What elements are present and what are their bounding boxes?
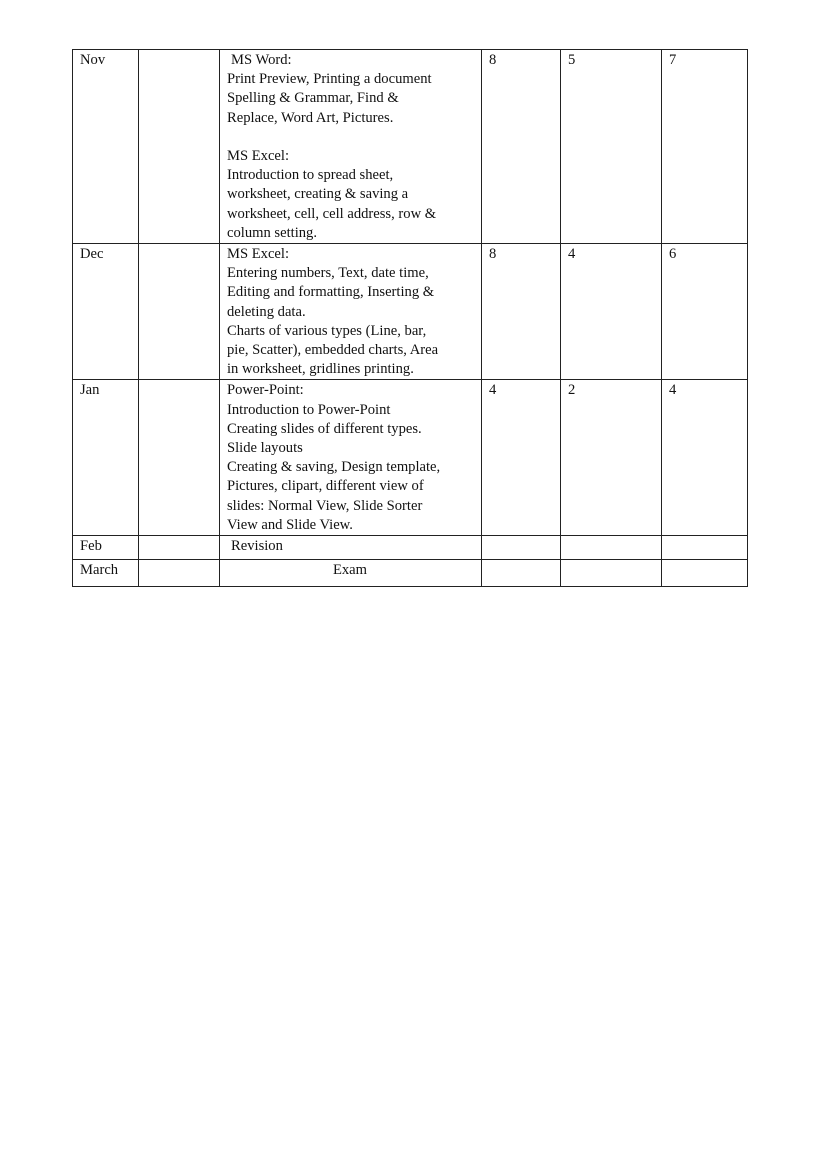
blank-cell (139, 536, 220, 560)
blank-cell (139, 50, 220, 244)
topic-cell (220, 380, 482, 536)
topic-cell (220, 560, 482, 587)
section-heading: MS Excel: (227, 246, 290, 263)
topic-line: Editing and formatting, Inserting & (227, 284, 435, 301)
syllabus-table (72, 49, 748, 587)
month-cell: March (73, 560, 139, 587)
value-cell-1 (482, 536, 561, 560)
topic-line: pie, Scatter), embedded charts, Area (227, 342, 439, 359)
value-cell-1: 8 (482, 50, 561, 244)
topic-line: Charts of various types (Line, bar, (227, 322, 427, 339)
section-heading: MS Excel: (227, 148, 290, 164)
value-cell-3: 6 (662, 244, 748, 380)
value-cell-3: 4 (662, 380, 748, 536)
topic-line: Introduction to spread sheet, (227, 167, 394, 184)
value-cell-1 (482, 560, 561, 587)
value-cell-1: 4 (482, 380, 561, 536)
month-cell: Jan (73, 380, 139, 536)
table-row-dec (73, 244, 748, 380)
value-cell-1: 8 (482, 244, 561, 380)
value-cell-2: 5 (561, 50, 662, 244)
value-cell-3 (662, 560, 748, 587)
month-cell: Dec (73, 244, 139, 380)
value-cell-2: 4 (561, 244, 662, 380)
topic-cell (220, 244, 482, 380)
topic-cell (220, 50, 482, 244)
topic-line: Print Preview, Printing a document (227, 71, 432, 88)
topic-line: View and Slide View. (227, 516, 353, 533)
value-cell-2 (561, 536, 662, 560)
section-heading: MS Word: (231, 52, 292, 68)
blank-cell (139, 244, 220, 380)
topic-line: Spelling & Grammar, Find & (227, 90, 399, 107)
value-cell-3: 7 (662, 50, 748, 244)
topic-line: Replace, Word Art, Pictures. (227, 109, 394, 126)
section-heading: Power-Point: (227, 382, 304, 399)
blank-cell (139, 380, 220, 536)
topic-line: worksheet, cell, cell address, row & (227, 205, 437, 222)
topic-line: Revision (231, 538, 283, 555)
table-row-march (73, 560, 748, 587)
topic-line: column setting. (227, 224, 317, 241)
topic-line: Creating slides of different types. (227, 420, 422, 437)
spacer (227, 128, 475, 147)
topic-line: Pictures, clipart, different view of (227, 478, 424, 495)
topic-line: in worksheet, gridlines printing. (227, 361, 414, 378)
month-cell: Feb (73, 536, 139, 560)
table-row-jan (73, 380, 748, 536)
table-row-nov (73, 50, 748, 244)
topic-line: slides: Normal View, Slide Sorter (227, 497, 423, 514)
blank-cell (139, 560, 220, 587)
topic-line: Slide layouts (227, 440, 303, 457)
table-row-feb (73, 536, 748, 560)
topic-line: Exam (332, 562, 368, 579)
topic-line: Creating & saving, Design template, (227, 459, 441, 476)
topic-line: Entering numbers, Text, date time, (227, 265, 429, 282)
value-cell-3 (662, 536, 748, 560)
value-cell-2: 2 (561, 380, 662, 536)
topic-line: worksheet, creating & saving a (227, 186, 409, 203)
topic-line: deleting data. (227, 303, 306, 320)
topic-line: Introduction to Power-Point (227, 401, 391, 418)
topic-cell (220, 536, 482, 560)
value-cell-2 (561, 560, 662, 587)
month-cell: Nov (73, 50, 139, 244)
